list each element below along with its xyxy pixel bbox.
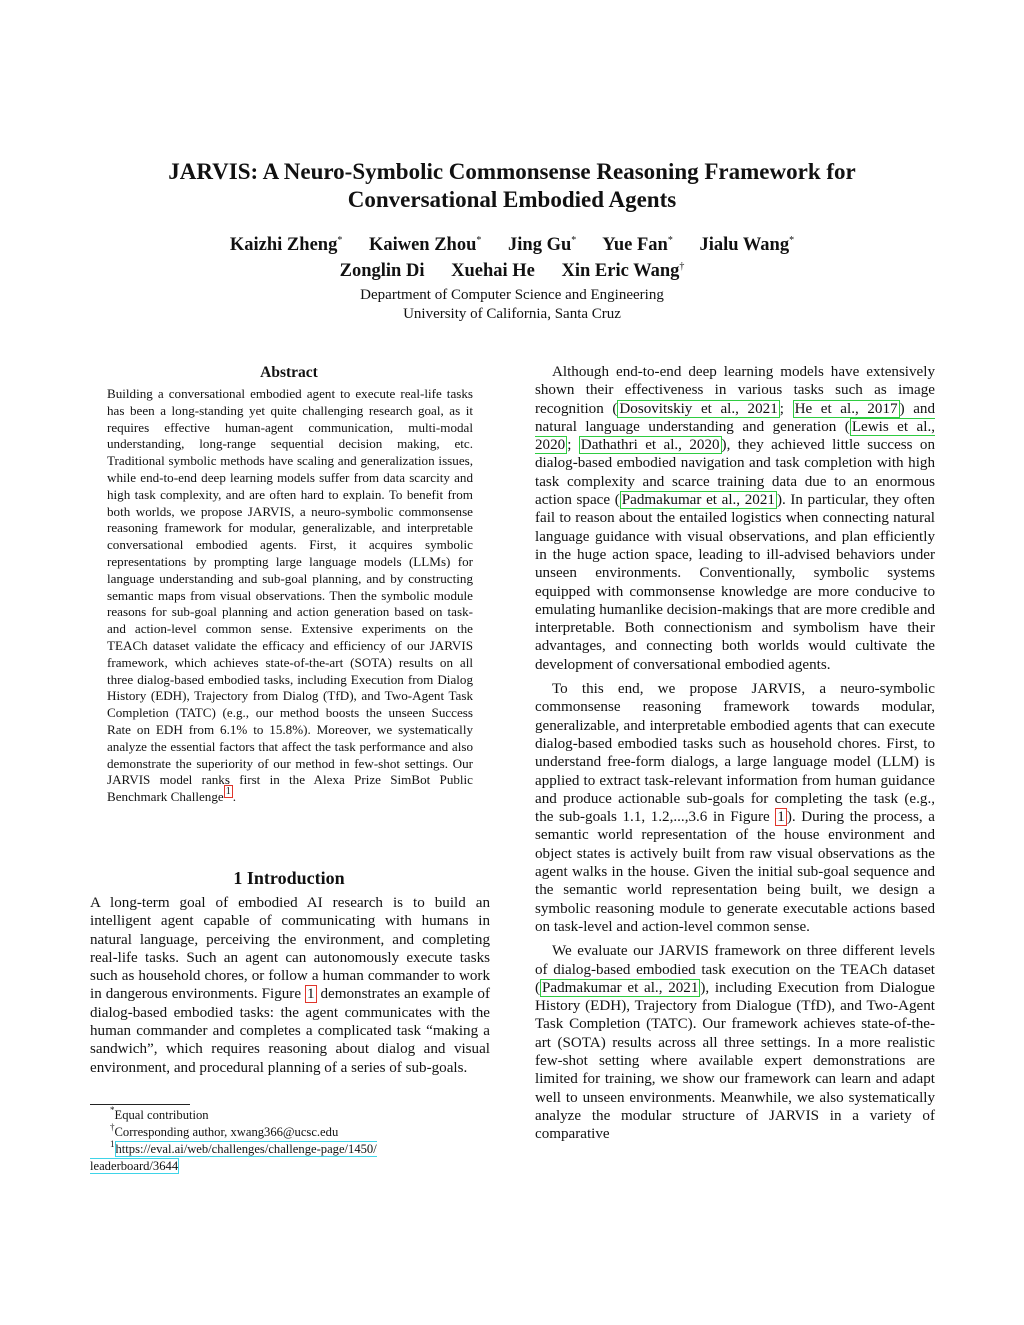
citation-link[interactable]: He et al., 2017 — [794, 400, 898, 417]
title-line-1: JARVIS: A Neuro-Symbolic Commonsense Reasoning Framework for — [168, 159, 856, 184]
author-name: Jialu Wang — [699, 235, 790, 255]
paragraph-text: ), they achieved little success on dialog-based embodied navigation and task completion with high task complexity and scarce training data due to an enormous action space ( — [535, 437, 936, 509]
author-list — [60, 232, 964, 284]
footnote-mark: * — [110, 1105, 115, 1115]
author-mark: * — [571, 235, 577, 246]
paragraph — [535, 363, 935, 674]
separator: ; — [779, 400, 793, 417]
author-name: Kaiwen Zhou — [368, 235, 477, 255]
author-name: Jing Gu — [508, 235, 572, 255]
author-name: Zonglin Di — [339, 261, 425, 281]
url-part: https://eval.ai/web/challenges/challenge-page/1450/ — [115, 1142, 377, 1156]
author-mark: * — [476, 235, 482, 246]
footnote-mark: † — [110, 1122, 115, 1132]
introduction-body — [90, 894, 490, 1077]
footnote-equal-contribution — [90, 1107, 490, 1124]
paragraph-text: A long-term goal of embodied AI research is to build an intelligent agent capable of communicating with humans in natural language, perceiving the environment, and completing real-life tasks. Such an agent can autonomously execute tasks such as household chores, or follow a human commander to work in dangerous environments. Figure — [90, 895, 490, 1003]
footnotes — [90, 1107, 490, 1175]
affiliation-department: Department of Computer Science and Engineering — [360, 287, 664, 303]
paragraph-text: demonstrates an example of dialog-based embodied tasks: the agent communicates with the human commander and completes a complicated task “making a sandwich”, which requires reasoning about dialog and visual environment, and procedural planning of a series of sub-goals. — [90, 986, 490, 1076]
right-column-body — [535, 363, 935, 1143]
author-name: Yue Fan — [602, 235, 668, 255]
abstract-heading: Abstract — [260, 364, 318, 381]
affiliation — [60, 286, 964, 324]
footnote-mark: 1 — [110, 1139, 115, 1149]
paragraph-text: We evaluate our JARVIS framework on three different levels of dialog-based embodied task execution on the TEACh dataset ( — [535, 943, 935, 996]
footnote-corresponding-author — [90, 1124, 490, 1141]
footnote-divider — [90, 1104, 190, 1105]
footnote-link[interactable]: 1 — [225, 786, 231, 798]
citation-link[interactable]: Padmakumar et al., 2021 — [542, 979, 699, 996]
citation-link[interactable]: Dosovitskiy et al., 2021 — [619, 400, 778, 417]
paragraph-text: To this end, we propose JARVIS, a neuro-symbolic commonsense reasoning framework towards modular, generalizable, and interpretable embodied agents that can execute dialog-based embodied tasks such as household chores. First, to understand free-form dialogs, a large language model (LLM) is applied to extract task-relevant information from human guidance and produce actionable sub-goals for completing the task (e.g., the sub-goals 1.1, 1.2,...,3.6 in Figure — [535, 681, 935, 826]
author-mark: * — [667, 235, 673, 246]
figure-link[interactable]: 1 — [777, 809, 785, 826]
paragraph-text: ). During the process, a semantic world representation of the house environment and object states is actively built from raw visual observations as the agent walks in the house. Given the initial sub-goal sequence and the semantic world representation being built, we design a symbolic reasoning module to generate executable actions based on task-level and action-level common sense. — [535, 809, 935, 935]
footnote-url — [90, 1141, 490, 1175]
abstract-body — [107, 386, 473, 806]
abstract-text: Building a conversational embodied agent to execute real-life tasks has been a long-standing yet quite challenging research goal, as it requires effective human-agent communication, multi-modal understanding, long-range sequential decision making, etc. Traditional symbolic methods have scaling and generalization issues, while end-to-end deep learning models suffer from data scarcity and high task complexity, and are often hard to explain. To benefit from both worlds, we propose JARVIS, a neuro-symbolic commonsense reasoning framework for modular, generalizable, and interpretable conversational embodied agents. First, it acquires symbolic representations by prompting large language models (LLMs) for language understanding and sub-goal planning, and by constructing semantic maps from visual observations. Then the symbolic module reasons for sub-goal planning and action generation based on task- and action-level common sense. Extensive experiments on the TEACh dataset validate the efficacy and efficiency of our JARVIS framework, which achieves state-of-the-art (SOTA) results on all three dialog-based embodied tasks, including Execution from Dialog History (EDH), Trajectory from Dialog (TfD), and Two-Agent Task Completion (TATC) (e.g., our method boosts the unseen Success Rate on EDH from 6.1% to 15.8%). Moreover, we systematically analyze the essential factors that affect the task performance and also demonstrate the superiority of our method in few-shot settings. Our JARVIS model ranks first in the Alexa Prize SimBot Public Benchmark Challenge — [107, 386, 473, 805]
author-name: Xin Eric Wang — [561, 261, 680, 281]
author-mark: * — [789, 235, 795, 246]
abstract-end: . — [232, 789, 236, 805]
paragraph-text: ) and natural language understanding and generation ( — [535, 400, 936, 435]
author-line-2 — [60, 258, 964, 284]
section-heading-introduction: 1 Introduction — [233, 868, 345, 888]
separator: ; — [567, 437, 579, 454]
footnote-text: Corresponding author, xwang366@ucsc.edu — [114, 1125, 339, 1139]
paper-title — [60, 158, 964, 214]
url-part: leaderboard/3644 — [90, 1159, 179, 1173]
author-mark: * — [337, 235, 343, 246]
author-name: Kaizhi Zheng — [229, 235, 338, 255]
paragraph-text: ), including Execution from Dialogue History (EDH), Trajectory from Dialogue (TfD), and Two-Agent Task Completion (TATC). Our framework achieves state-of-the-art (SOTA) results across all three settings. In a more realistic few-shot setting where available expert demonstrations are limited for training, we show our framework can learn and adapt well to unseen environments. Meanwhile, we also systematically analyze the modular structure of JARVIS in a variety of comparative — [535, 979, 935, 1143]
author-mark: † — [679, 261, 685, 272]
figure-link[interactable]: 1 — [306, 986, 315, 1003]
paragraph — [90, 894, 490, 1077]
author-name: Xuehai He — [451, 261, 535, 281]
affiliation-university: University of California, Santa Cruz — [403, 306, 621, 322]
citation-link[interactable]: Dathathri et al., 2020 — [580, 437, 720, 454]
title-line-2: Conversational Embodied Agents — [347, 187, 677, 212]
paragraph — [535, 942, 935, 1143]
author-line-1 — [60, 232, 964, 258]
citation-link[interactable]: Lewis et al., 2020 — [535, 418, 935, 454]
paragraph — [535, 680, 935, 936]
paragraph-text: ). In particular, they often fail to reason about the entailed logistics when connecting natural language guidance with visual observations, and plan efficiently in the huge action space, leading to ill-advised behaviors under unseen environments. Conventionally, symbolic systems equipped with commonsense knowledge are more conducive to emulating humanlike decision-makings that are more credible and interpretable. Both connectionism and symbolism have their advantages, and connecting both worlds would cultivate the development of conversational embodied agents. — [535, 492, 935, 673]
citation-link[interactable]: Padmakumar et al., 2021 — [621, 492, 775, 509]
leaderboard-link[interactable] — [90, 1141, 377, 1174]
footnote-text: Equal contribution — [114, 1108, 209, 1122]
paragraph-text: Although end-to-end deep learning models have extensively shown their effectiveness in various tasks such as image recognition ( — [535, 364, 935, 417]
